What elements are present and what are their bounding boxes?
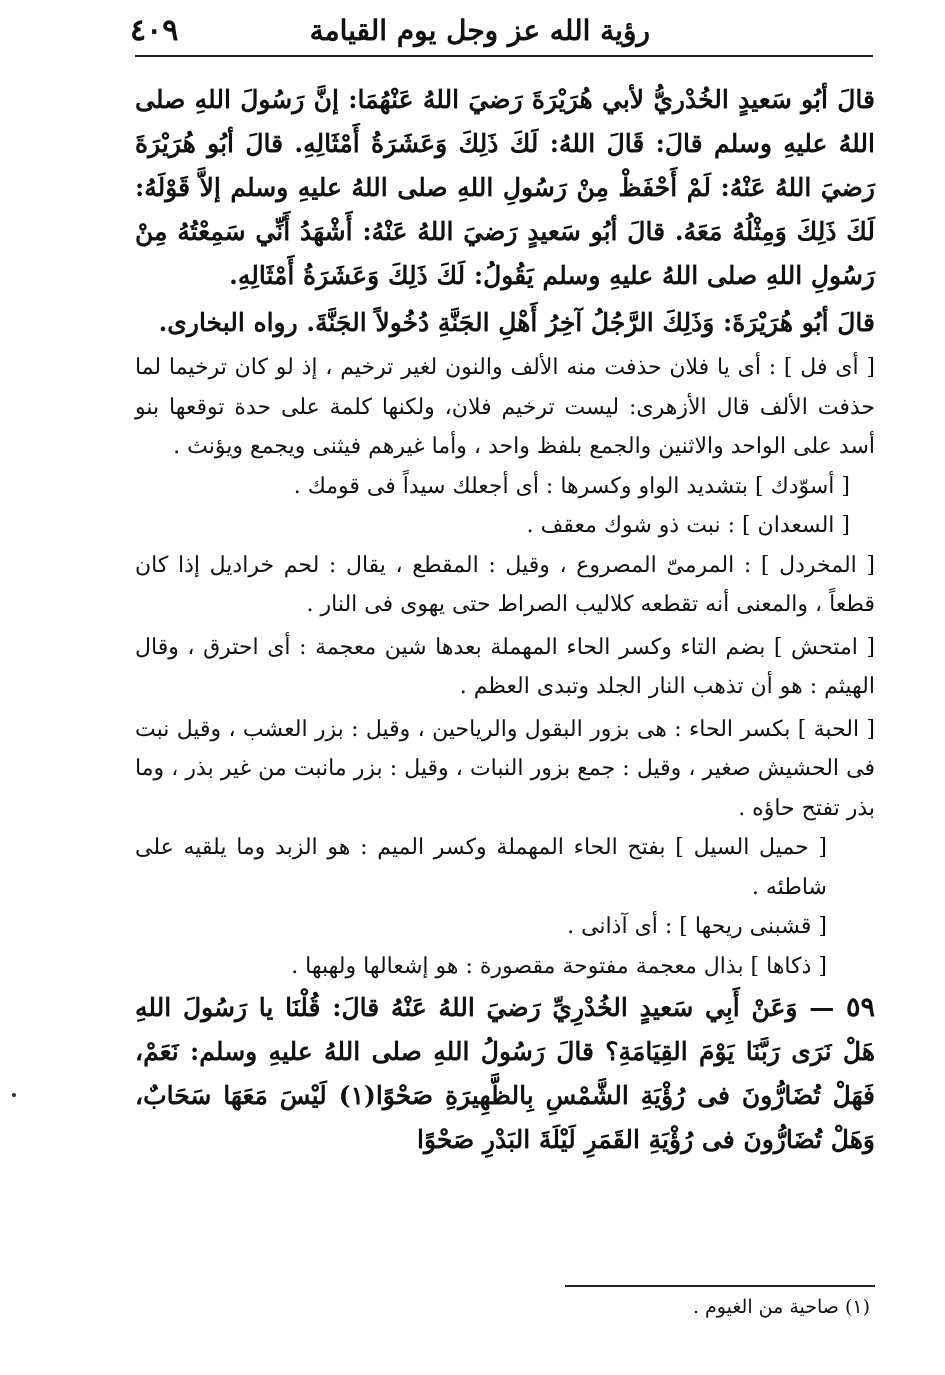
footnote-divider bbox=[565, 1285, 875, 1287]
gloss-paragraph: [ أسوّدك ] بتشديد الواو وكسرها : أى أجعلك سيداً فى قومك . bbox=[293, 473, 850, 499]
gloss-paragraph: [ امتحش ] بضم التاء وكسر الحاء المهملة بعدها شين معجمة : أى احترق ، وقال الهيثم : هو أن تذهب النار الجلد وتبدى العظم . bbox=[135, 634, 875, 699]
page-header bbox=[130, 8, 870, 52]
gloss-paragraph: [ حميل السيل ] بفتح الحاء المهملة وكسر الميم : هو الزبد وما يلقيه على شاطئه . bbox=[135, 835, 827, 900]
gloss-paragraph: [ قشبنى ريحها ] : أى آذانى . bbox=[567, 914, 827, 939]
gloss-paragraph: [ ذكاها ] بذال معجمة مفتوحة مقصورة : هو إشعالها ولهبها . bbox=[291, 953, 827, 979]
gloss-paragraph: [ المخردل ] : المرمىّ المصروع ، وقيل : المقطع ، يقال : لحم خراديل إذا كان قطعاً ، والمعنى أنه تقطعه كلاليب الصراط حتى يهوى فى النار . bbox=[135, 552, 875, 617]
hadith-59-text: — وَعَنْ أَبِي سَعيدٍ الخُدْرِيِّ رَضيَ اللهُ عَنْهُ قالَ: قُلْنَا يا رَسُولَ اللهِ هَلْ نَرَى رَبَّنَا يَوْمَ القِيَامَةِ؟ قالَ رَسُولُ اللهِ صلى اللهُ عليهِ وسلم: نَعَمْ، فَهَلْ تُضَارُّونَ فى رُؤْيَةِ الشَّمْسِ بِالظَّهِيرَةِ صَحْوًا(١) لَيْسَ مَعَهَا سَحَابٌ، وَهَلْ تُضَارُّونَ فى رُؤْيَةِ القَمَرِ لَيْلَةَ البَدْرِ صَحْوًا bbox=[135, 993, 876, 1154]
hadith-59-paragraph bbox=[135, 986, 875, 1162]
page-number: ٤٠٩ bbox=[130, 12, 179, 48]
gloss-paragraph: [ أى فل ] : أى يا فلان حذفت منه الألف والنون لغير ترخيم ، إذ لو كان ترخيما لما حذفت الألف قال الأزهرى: ليست ترخيم فلان، ولكنها كلمة على حدة توقعها بنو أسد على الواحد والاثنين والجمع بلفظ واحد ، وأما غيرهم فيثنى ويجمع ويؤنث . bbox=[135, 355, 875, 459]
hadith-paragraph: قالَ أبُو سَعيدٍ الخُدْريُّ لأبي هُرَيْرَةَ رَضيَ اللهُ عَنْهُمَا: إنَّ رَسُولَ اللهِ صلى اللهُ عليهِ وسلم قالَ: قَالَ اللهُ: لَكَ ذَلِكَ وَعَشَرَةُ أَمْثَالِهِ. قالَ أبُو هُرَيْرَةَ رَضيَ اللهُ عَنْهُ: لَمْ أَحْفَظْ مِنْ رَسُولِ اللهِ صلى اللهُ عليهِ وسلم إلاَّ قَوْلَهُ: لَكَ ذَلِكَ وَمِثْلُهُ مَعَهُ. قالَ أبُو سَعيدٍ رَضيَ اللهُ عَنْهُ: أَشْهَدُ أَنِّي سَمِعْتُهُ مِنْ رَسُولِ اللهِ صلى اللهُ عليهِ وسلم يَقُولُ: لَكَ ذَلِكَ وَعَشَرَةُ أَمْثَالِهِ. bbox=[135, 85, 875, 290]
header-divider bbox=[135, 55, 873, 57]
main-text bbox=[135, 78, 875, 1162]
hadith-number: ٥٩ bbox=[845, 992, 875, 1023]
footnote: (١) صاحية من الغيوم . bbox=[692, 1296, 870, 1318]
gloss-paragraph: [ الحبة ] بكسر الحاء : هى بزور البقول والرياحين ، وقيل : بزر العشب ، وقيل نبت فى الحشيش صغير ، وقيل : جمع بزور النبات ، وقيل : بزر مانبت من غير بذر ، وما بذر تفتح حاؤه . bbox=[135, 716, 875, 821]
page-title: رؤية الله عز وجل يوم القيامة bbox=[309, 13, 650, 47]
hadith-paragraph: قالَ أبُو هُرَيْرَةَ: وَذَلِكَ الرَّجُلُ آخِرُ أَهْلِ الجَنَّةِ دُخُولاً الجَنَّةَ. رواه البخارى. bbox=[158, 308, 875, 337]
gloss-paragraph: [ السعدان ] : نبت ذو شوك معقف . bbox=[526, 513, 850, 538]
margin-mark bbox=[12, 1093, 16, 1097]
